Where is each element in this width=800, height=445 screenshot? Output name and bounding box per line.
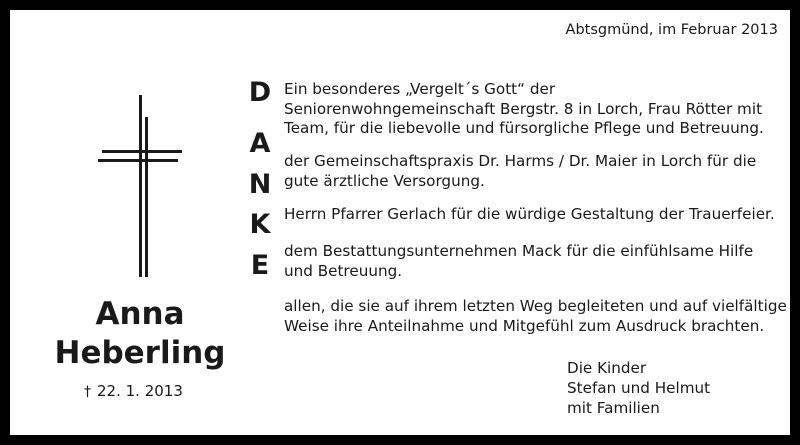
text-line: Herrn Pfarrer Gerlach für die würdige Gestaltung der Trauerfeier.: [284, 205, 775, 223]
thanks-paragraph: [284, 242, 753, 281]
signature-line: Die Kinder: [567, 359, 647, 377]
danke-letter: A: [249, 128, 271, 159]
text-line: Seniorenwohngemeinschaft Bergstr. 8 in Lorch, Frau Rötter mit: [284, 99, 763, 118]
text-line: gute ärztliche Versorgung.: [284, 171, 485, 190]
text-line: Team, für die liebevolle und fürsorgliche Pflege und Betreuung.: [284, 119, 764, 137]
text-line: und Betreuung.: [284, 261, 403, 280]
danke-letter: K: [249, 209, 271, 240]
text-line: der Gemeinschaftspraxis Dr. Harms / Dr. Maier in Lorch für die: [284, 152, 757, 170]
danke-letter: N: [248, 169, 272, 200]
cross-icon: [98, 95, 184, 277]
obituary-notice: [10, 10, 790, 435]
danke-letter: E: [250, 250, 270, 281]
death-date-line: [84, 382, 183, 400]
thanks-paragraph: [284, 80, 764, 139]
death-date: 22. 1. 2013: [97, 382, 183, 400]
place-date: Abtsgmünd, im Februar 2013: [565, 22, 778, 38]
text-line: dem Bestattungsunternehmen Mack für die einfühlsame Hilfe: [284, 242, 754, 260]
deceased-first-name: Anna: [95, 296, 185, 332]
thanks-paragraph: [284, 152, 756, 191]
signature-line: Stefan und Helmut: [567, 379, 711, 397]
text-line: allen, die sie auf ihrem letzten Weg begleiteten und auf vielfältige: [284, 297, 787, 315]
thanks-paragraph: [284, 297, 787, 336]
danke-letter: D: [248, 77, 272, 108]
text-line: Ein besonderes „Vergelt´s Gott“ der: [284, 80, 556, 98]
signature: [567, 358, 710, 418]
deceased-last-name: Heberling: [54, 335, 226, 371]
text-line: Weise ihre Anteilnahme und Mitgefühl zum Ausdruck brachten.: [284, 316, 765, 335]
thanks-paragraph: [284, 205, 775, 225]
dagger-icon: †: [84, 384, 91, 400]
signature-line: mit Familien: [567, 399, 660, 417]
